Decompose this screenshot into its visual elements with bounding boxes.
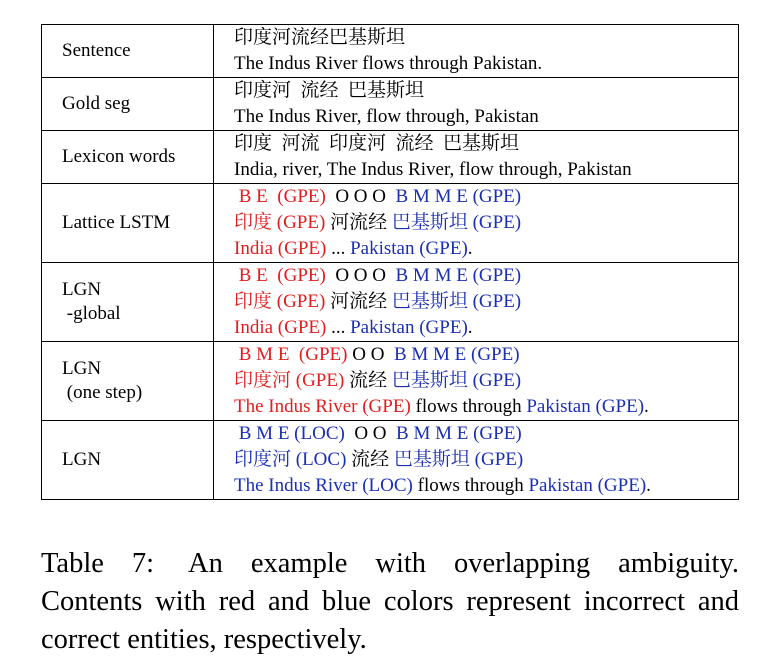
row-label bbox=[42, 184, 214, 263]
table-caption bbox=[41, 545, 739, 659]
plain-text: The Indus River flows through Pakistan. bbox=[234, 53, 543, 74]
correct-entity-text: Pakistan (GPE) bbox=[528, 475, 647, 496]
correct-entity-text: The Indus River (LOC) bbox=[234, 475, 418, 496]
content-line bbox=[234, 25, 738, 51]
content-line bbox=[234, 131, 738, 157]
content-line bbox=[234, 236, 738, 262]
incorrect-entity-text: The Indus River (GPE) bbox=[234, 396, 416, 417]
correct-entity-text: Pakistan (GPE) bbox=[526, 396, 645, 417]
plain-text: O O O bbox=[330, 186, 391, 207]
plain-text: 印度 河流 印度河 流经 巴基斯坦 bbox=[234, 133, 520, 154]
row-label bbox=[42, 421, 214, 500]
table-row bbox=[42, 131, 739, 184]
content-line bbox=[234, 210, 738, 236]
incorrect-entity-text: India (GPE) bbox=[234, 317, 332, 338]
correct-entity-text: B M M E (GPE) bbox=[390, 265, 522, 286]
table-row bbox=[42, 25, 739, 78]
correct-entity-text: B M M E (GPE) bbox=[389, 344, 520, 365]
row-label-line: Lexicon words bbox=[62, 146, 176, 167]
row-content bbox=[214, 421, 739, 500]
caption-number: Table 7: bbox=[41, 548, 155, 579]
row-label-line: LGN bbox=[62, 449, 102, 470]
plain-text: O O O bbox=[330, 265, 391, 286]
correct-entity-text: Pakistan (GPE) bbox=[350, 317, 468, 338]
plain-text: 印度河 流经 巴基斯坦 bbox=[234, 80, 425, 101]
content-line bbox=[234, 447, 738, 473]
plain-text: flows through bbox=[415, 396, 527, 417]
row-content bbox=[214, 184, 739, 263]
row-label-line: LGN bbox=[62, 358, 102, 379]
row-label bbox=[42, 342, 214, 421]
plain-text: 流经 bbox=[349, 370, 392, 391]
plain-text: ... bbox=[331, 238, 351, 259]
content-line bbox=[234, 394, 738, 420]
correct-entity-text: 印度河 (LOC) bbox=[234, 449, 352, 470]
example-table-body bbox=[42, 25, 739, 500]
row-content bbox=[214, 25, 739, 78]
row-label bbox=[42, 131, 214, 184]
row-label bbox=[42, 263, 214, 342]
table-row bbox=[42, 421, 739, 500]
row-label bbox=[42, 25, 214, 78]
row-label-line: -global bbox=[62, 303, 121, 324]
correct-entity-text: 巴基斯坦 (GPE) bbox=[391, 212, 522, 233]
plain-text: India, river, The Indus River, flow through, Pakistan bbox=[234, 159, 632, 180]
correct-entity-text: B M M E (GPE) bbox=[390, 186, 522, 207]
plain-text: flows through bbox=[417, 475, 529, 496]
content-line bbox=[234, 315, 738, 341]
caption-text: An example with overlapping ambiguity. Contents with red and blue colors represent incorrect and correct entities, respectively. bbox=[41, 548, 739, 655]
correct-entity-text: B M E (LOC) bbox=[234, 423, 350, 444]
plain-text: 流经 bbox=[351, 449, 394, 470]
content-line bbox=[234, 473, 738, 499]
plain-text: The Indus River, flow through, Pakistan bbox=[234, 106, 539, 127]
example-table bbox=[41, 24, 739, 500]
incorrect-entity-text: 印度河 (GPE) bbox=[234, 370, 350, 391]
content-line bbox=[234, 184, 738, 210]
row-content bbox=[214, 342, 739, 421]
content-line bbox=[234, 421, 738, 447]
row-label-line: (one step) bbox=[62, 382, 143, 403]
content-line bbox=[234, 263, 738, 289]
incorrect-entity-text: B E (GPE) bbox=[234, 265, 331, 286]
incorrect-entity-text: B M E (GPE) bbox=[234, 344, 353, 365]
content-line bbox=[234, 78, 738, 104]
correct-entity-text: Pakistan (GPE) bbox=[350, 238, 468, 259]
plain-text: . bbox=[467, 317, 473, 338]
row-content bbox=[214, 78, 739, 131]
row-label bbox=[42, 78, 214, 131]
plain-text: . bbox=[646, 475, 651, 496]
correct-entity-text: 巴基斯坦 (GPE) bbox=[393, 449, 524, 470]
incorrect-entity-text: India (GPE) bbox=[234, 238, 332, 259]
plain-text: 河流经 bbox=[330, 212, 392, 233]
incorrect-entity-text: B E (GPE) bbox=[234, 186, 331, 207]
table-row bbox=[42, 342, 739, 421]
content-line bbox=[234, 289, 738, 315]
table-row bbox=[42, 78, 739, 131]
row-content bbox=[214, 131, 739, 184]
row-label-line: LGN bbox=[62, 279, 102, 300]
row-label-line: Sentence bbox=[62, 40, 131, 61]
plain-text: O O bbox=[349, 423, 392, 444]
plain-text: . bbox=[467, 238, 473, 259]
correct-entity-text: 巴基斯坦 (GPE) bbox=[391, 291, 522, 312]
content-line bbox=[234, 51, 738, 77]
plain-text: ... bbox=[331, 317, 351, 338]
content-line bbox=[234, 157, 738, 183]
plain-text: 印度河流经巴基斯坦 bbox=[234, 27, 406, 48]
table-row bbox=[42, 263, 739, 342]
content-line bbox=[234, 342, 738, 368]
row-label-line: Gold seg bbox=[62, 93, 131, 114]
correct-entity-text: B M M E (GPE) bbox=[391, 423, 522, 444]
content-line bbox=[234, 368, 738, 394]
incorrect-entity-text: 印度 (GPE) bbox=[234, 291, 331, 312]
correct-entity-text: 巴基斯坦 (GPE) bbox=[391, 370, 522, 391]
plain-text: 河流经 bbox=[330, 291, 392, 312]
plain-text: . bbox=[644, 396, 649, 417]
content-line bbox=[234, 104, 738, 130]
incorrect-entity-text: 印度 (GPE) bbox=[234, 212, 331, 233]
plain-text: O O bbox=[352, 344, 390, 365]
table-row bbox=[42, 184, 739, 263]
row-label-line: Lattice LSTM bbox=[62, 212, 171, 233]
row-content bbox=[214, 263, 739, 342]
